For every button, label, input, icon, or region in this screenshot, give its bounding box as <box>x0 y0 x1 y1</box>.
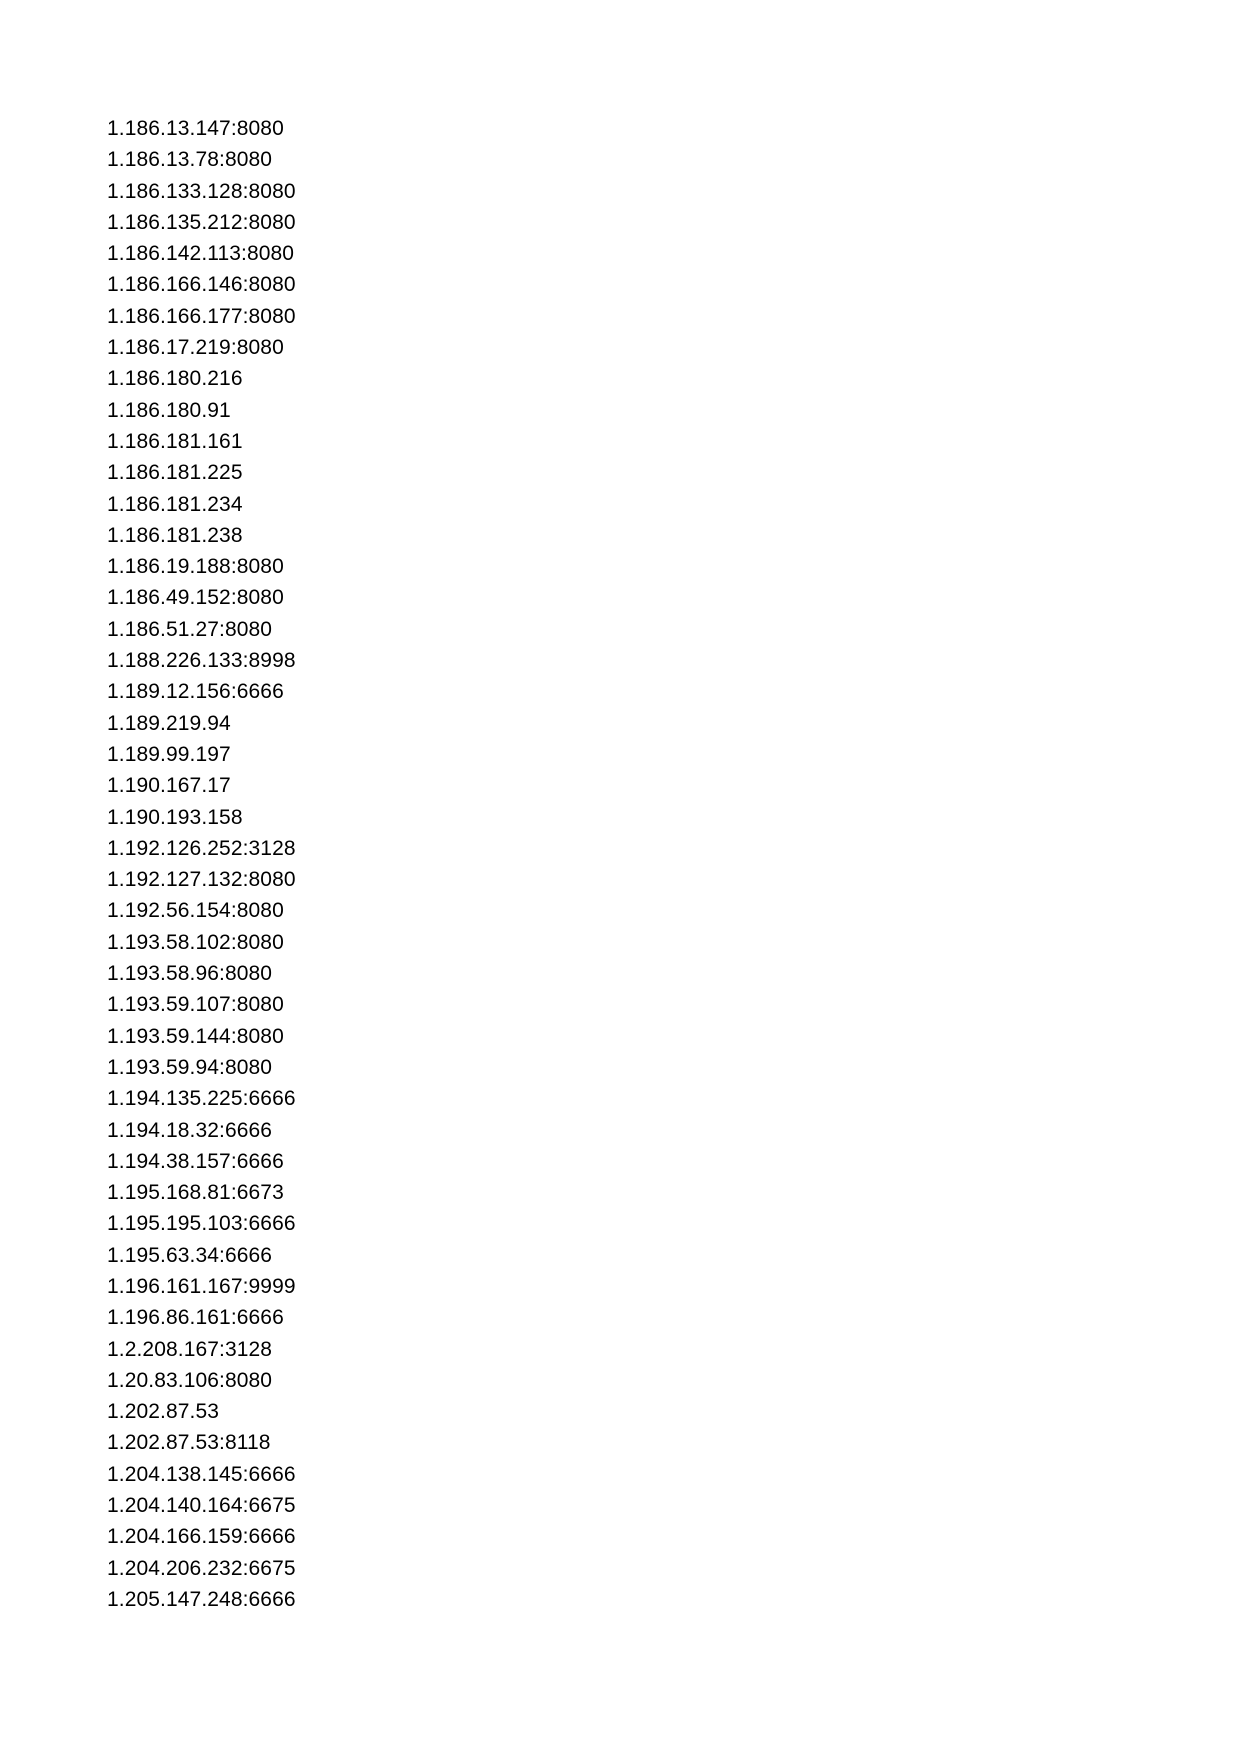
address-entry: 1.186.181.238 <box>107 523 243 547</box>
address-entry: 1.186.51.27:8080 <box>107 617 273 641</box>
address-entry: 1.204.166.159:6666 <box>107 1525 296 1549</box>
address-entry: 1.193.59.144:8080 <box>107 1024 284 1048</box>
address-entry: 1.204.138.145:6666 <box>107 1462 296 1486</box>
address-entry: 1.194.18.32:6666 <box>107 1118 273 1142</box>
address-entry: 1.186.133.128:8080 <box>107 179 296 203</box>
address-entry: 1.186.166.177:8080 <box>107 304 296 328</box>
address-entry: 1.196.161.167:9999 <box>107 1274 296 1298</box>
address-entry: 1.186.19.188:8080 <box>107 555 284 579</box>
address-entry: 1.186.181.234 <box>107 492 243 516</box>
address-entry: 1.193.59.94:8080 <box>107 1055 273 1079</box>
address-entry: 1.2.208.167:3128 <box>107 1337 273 1361</box>
address-entry: 1.186.142.113:8080 <box>107 242 295 266</box>
address-entry: 1.204.140.164:6675 <box>107 1494 296 1518</box>
address-entry: 1.194.135.225:6666 <box>107 1087 296 1111</box>
address-entry: 1.190.167.17 <box>107 774 231 798</box>
address-entry: 1.186.180.91 <box>107 398 231 422</box>
address-entry: 1.186.13.147:8080 <box>107 117 284 140</box>
address-entry: 1.186.181.161 <box>107 429 243 453</box>
address-entry: 1.186.166.146:8080 <box>107 273 296 297</box>
address-list <box>107 113 296 1615</box>
address-entry: 1.186.135.212:8080 <box>107 210 296 234</box>
address-entry: 1.189.99.197 <box>107 742 231 766</box>
address-entry: 1.193.58.102:8080 <box>107 930 284 954</box>
address-entry: 1.192.127.132:8080 <box>107 868 296 892</box>
address-entry: 1.193.58.96:8080 <box>107 962 273 986</box>
address-entry: 1.195.195.103:6666 <box>107 1212 296 1236</box>
address-entry: 1.186.13.78:8080 <box>107 148 273 172</box>
address-entry: 1.192.56.154:8080 <box>107 899 284 923</box>
address-entry: 1.190.193.158 <box>107 805 243 829</box>
address-entry: 1.202.87.53:8118 <box>107 1431 271 1455</box>
address-entry: 1.202.87.53 <box>107 1400 220 1424</box>
address-entry: 1.195.168.81:6673 <box>107 1181 284 1205</box>
address-entry: 1.193.59.107:8080 <box>107 993 284 1017</box>
address-entry: 1.192.126.252:3128 <box>107 836 296 860</box>
address-entry: 1.189.219.94 <box>107 711 231 735</box>
address-entry: 1.205.147.248:6666 <box>107 1587 296 1611</box>
address-entry: 1.204.206.232:6675 <box>107 1556 296 1580</box>
address-entry: 1.186.181.225 <box>107 461 243 485</box>
address-entry: 1.188.226.133:8998 <box>107 649 296 673</box>
address-entry: 1.189.12.156:6666 <box>107 680 284 704</box>
address-entry: 1.20.83.106:8080 <box>107 1368 273 1392</box>
address-entry: 1.186.17.219:8080 <box>107 336 284 360</box>
address-entry: 1.194.38.157:6666 <box>107 1149 284 1173</box>
address-entry: 1.195.63.34:6666 <box>107 1243 273 1267</box>
address-entry: 1.196.86.161:6666 <box>107 1306 284 1330</box>
address-entry: 1.186.180.216 <box>107 367 243 391</box>
address-entry: 1.186.49.152:8080 <box>107 586 284 610</box>
